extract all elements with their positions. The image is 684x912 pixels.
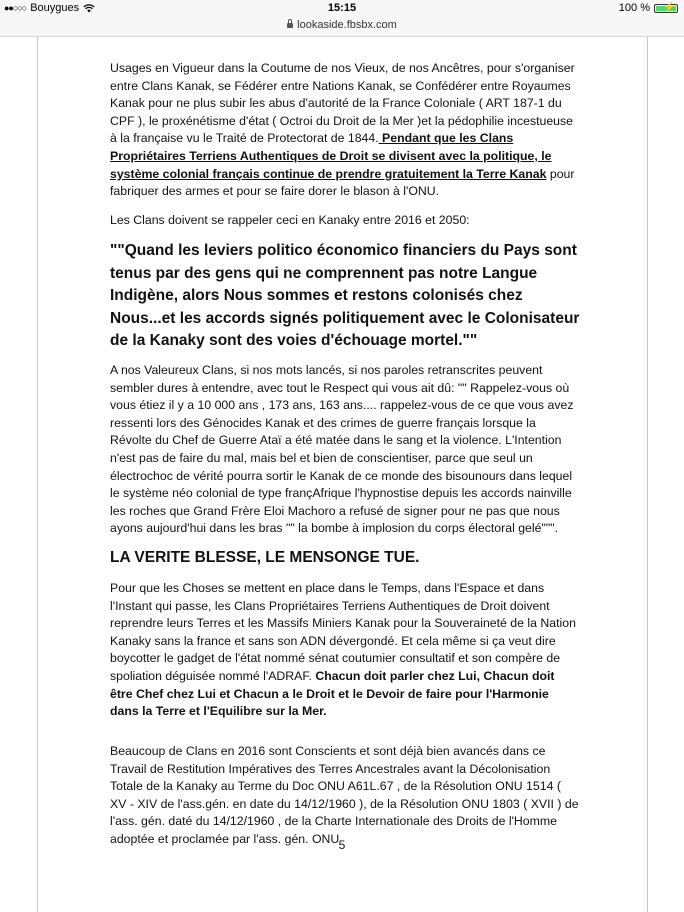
page-right-edge bbox=[647, 37, 648, 912]
paragraph-lands-bold: Chacun doit parler chez Lui, Chacun doit être Chef chez Lui et Chacun a le Droit et le Devoir de faire pour l'Harmonie dans la Terre et l'Equilibre sur la Mer. bbox=[110, 668, 555, 719]
paragraph-lands bbox=[110, 580, 580, 721]
paragraph-intro-text: Usages en Vigueur dans la Coutume de nos Vieux, de nos Ancêtres, pour s'organiser entre Clans Kanak, se Fédérer entre Nations Kanak, se Confédérer entre Royaumes Kanak pour ne plus subir les abus d'autorité de la France Coloniale ( ART 187-1 du CPF ), le proxénétisme d'état ( Octroi du Droit de la Mer )et la pédophilie incestueuse à la française vu le Traité de Protectorat de 1844. bbox=[110, 61, 575, 146]
signal-strength-icon: ●●○○○ bbox=[4, 3, 27, 13]
section-heading: LA VERITE BLESSE, LE MENSONGE TUE. bbox=[110, 549, 420, 566]
page-number: 5 bbox=[338, 838, 346, 852]
paragraph-lands-text: Pour que les Choses se mettent en place dans le Temps, dans l'Espace et dans l'Instant qui passe, les Clans Propriétaires Terriens Authentiques de Droit doivent reprendre leurs Terres et les Massifs Miniers Kanak pour la Souveraineté de la Nation Kanaky sans la france et sans son ADN dévergondé. Et cela même si ça veut dire boycotter le gadget de l'état nommé sénat coutumier consultatif et son compère de spoliation déguisée nommé l'ADRAF. bbox=[110, 581, 576, 683]
url-text: lookaside.fbsbx.com bbox=[297, 19, 397, 31]
paragraph-intro-end: pour fabriquer des armes et pour se faire dorer le blason à l'ONU. bbox=[110, 166, 575, 199]
paragraph-intro-emphasis: Pendant que les Clans Propriétaires Terriens Authentiques de Droit se divisent avec la politique, le système colonial français continue de prendre gratuitement la Terre Kanak bbox=[110, 131, 552, 181]
clock: 15:15 bbox=[327, 2, 357, 14]
battery-icon: ⚡ bbox=[654, 4, 678, 13]
page-left-edge bbox=[37, 37, 38, 912]
paragraph-intro bbox=[110, 60, 580, 201]
address-bar[interactable] bbox=[0, 18, 684, 37]
lock-icon bbox=[287, 23, 293, 28]
carrier-name: Bouygues bbox=[30, 2, 80, 14]
status-right bbox=[619, 2, 678, 14]
paragraph-restitution: Beaucoup de Clans en 2016 sont Conscients et sont déjà bien avancés dans ce Travail de Restitution Impératives des Terres Ancestrales avant la Décolonisation Totale de la Kanaky au Terme du Doc ONU A61L.67 , de la Résolution ONU 1514 ( XV - XIV de l'ass.gén. en date du 14/12/1960 ), de la Résolution ONU 1803 ( XVII ) de l'ass. gén. daté du 14/12/1960 , de la Charte Internationale des Droits de l'Homme adoptée et proclamée par l'ass. gén. ONU bbox=[110, 744, 579, 846]
paragraph-clans: A nos Valeureux Clans, si nos mots lancés, si nos paroles retranscrites peuvent sembler dures à entendre, avec tout le Respect qui vous ait dû: "" Rappelez-vous où vous étiez il y a 10 000 ans , 173 ans, 163 ans.... rappelez-vous de ce que vous avez ressenti lors des Génocides Kanak et des crimes de guerre français lorsque la Révolte du Chef de Guerre Ataï a été matée dans le sang et la violence. L'Intention n'est pas de faire du mal, mais bel et bien de conscientiser, parce que seul un électrochoc de vérité pourra sortir le Kanak de ce monde des bisounours dans lequel le système néo colonial de type françAfrique l'hypnostise depuis les accords nainville les roches que Grand Frère Eloi Machoro a refusé de signer pour ne pas que nous ayons aujourd'hui dans les bras "" la bombe à implosion du corps électoral gelé""". bbox=[110, 363, 574, 536]
quote-block: ""Quand les leviers politico économico financiers du Pays sont tenus par des gens qui ne comprennent pas notre Langue Indigène, alors Nous sommes et restons colonisés chez Nous...et les accords signés politiquement avec le Colonisateur de la Kanaky sont des voies d'échouage mortel."" bbox=[110, 242, 580, 349]
status-bar bbox=[0, 0, 684, 18]
battery-percent: 100 % bbox=[618, 2, 650, 14]
paragraph-reminder: Les Clans doivent se rappeler ceci en Kanaky entre 2016 et 2050: bbox=[110, 213, 470, 227]
